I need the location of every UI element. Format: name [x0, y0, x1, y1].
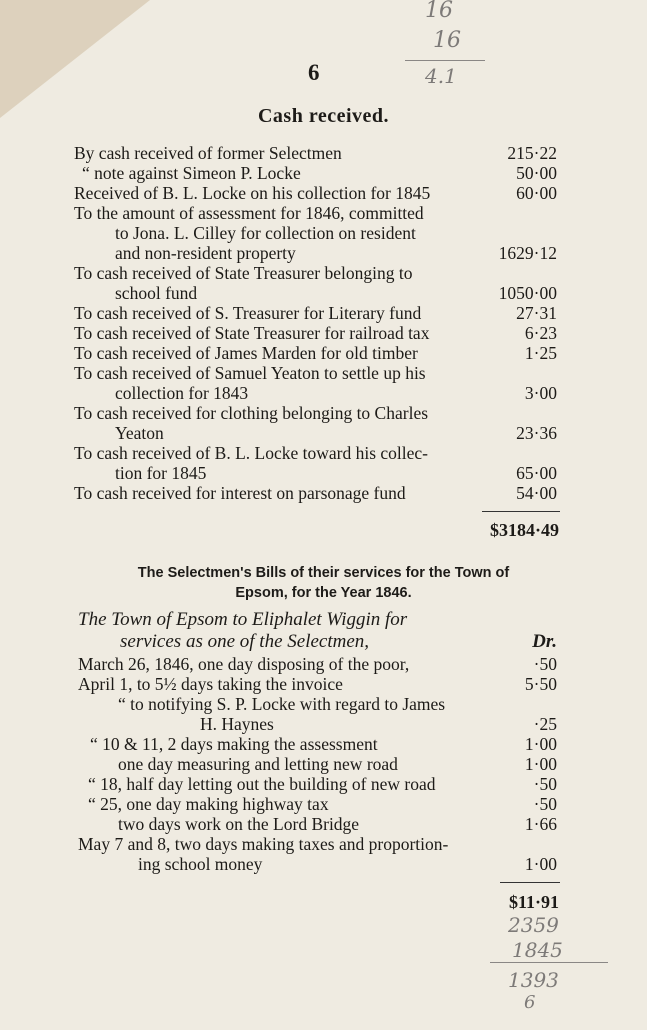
cash-line — [0, 163, 647, 183]
handwritten-rule — [405, 60, 485, 61]
bill-line-amount: 1·00 — [524, 734, 557, 754]
cash-line-amount: 27·31 — [516, 303, 557, 323]
bill-line — [0, 714, 647, 734]
cash-line-text: To cash received for clothing belonging to Charles — [74, 403, 429, 423]
cash-line-text: Yeaton — [115, 423, 164, 443]
bill-line-text: “ 18, half day letting out the building of new road — [88, 774, 436, 794]
bill-line — [0, 774, 647, 794]
bill-line-text: April 1, to 5½ days taking the invoice — [78, 674, 343, 694]
bill-line-text: “ to notifying S. P. Locke with regard to James — [118, 694, 446, 714]
cash-line — [0, 383, 647, 403]
cash-line-text: tion for 1845 — [115, 463, 207, 483]
cash-line-text: To cash received of State Treasurer belonging to — [74, 263, 413, 283]
handwritten-sum-1: 2359 — [508, 913, 559, 937]
cash-line — [0, 483, 647, 503]
cash-line-text: To cash received of State Treasurer for railroad tax — [74, 323, 430, 343]
bill-line-amount: ·50 — [533, 794, 557, 814]
handwritten-rule-2 — [490, 962, 608, 963]
cash-line-amount: 54·00 — [516, 483, 557, 503]
cash-line-amount: 1·25 — [524, 343, 557, 363]
cash-line-amount: 23·36 — [516, 423, 557, 443]
handwritten-note-3: 4.1 — [425, 64, 457, 88]
cash-line-amount: 215·22 — [507, 143, 557, 163]
bill-line — [0, 834, 647, 854]
cash-line-amount: 50·00 — [516, 163, 557, 183]
bill-line — [0, 814, 647, 834]
cash-line-text: To cash received of Samuel Yeaton to settle up his — [74, 363, 426, 383]
bill-line-amount: 1·00 — [524, 754, 557, 774]
bill-total-rule — [500, 882, 560, 883]
bill-line-amount: ·50 — [533, 654, 557, 674]
cash-line-text: To cash received of James Marden for old timber — [74, 343, 418, 363]
cash-line — [0, 183, 647, 203]
bill-line-text: two days work on the Lord Bridge — [118, 814, 360, 834]
handwritten-note-2: 16 — [433, 28, 461, 53]
bill-line-text: H. Haynes — [200, 714, 274, 734]
cash-line-amount: 65·00 — [516, 463, 557, 483]
cash-line-text: school fund — [115, 283, 198, 303]
account-dr: Dr. — [532, 631, 557, 652]
cash-line — [0, 143, 647, 163]
cash-line-amount: 1050·00 — [498, 283, 557, 303]
bill-line — [0, 794, 647, 814]
bill-line — [0, 734, 647, 754]
bill-line-text: March 26, 1846, one day disposing of the poor, — [78, 654, 410, 674]
handwritten-sum-2: 1845 — [512, 938, 563, 962]
bill-line-text: ing school money — [138, 854, 263, 874]
cash-line — [0, 283, 647, 303]
bill-line-amount: ·25 — [533, 714, 557, 734]
cash-line-text: Received of B. L. Locke on his collection for 1845 — [74, 183, 431, 203]
cash-line-amount: 3·00 — [524, 383, 557, 403]
bill-line — [0, 654, 647, 674]
bill-line — [0, 674, 647, 694]
bills-heading-line-2: Epsom, for the Year 1846. — [235, 585, 412, 601]
bill-line-amount: 1·66 — [524, 814, 557, 834]
cash-line-text: To cash received of S. Treasurer for Literary fund — [74, 303, 422, 323]
cash-line-amount: 6·23 — [524, 323, 557, 343]
bills-heading-line-1: The Selectmen's Bills of their services for the Town of — [137, 565, 510, 581]
cash-line — [0, 223, 647, 243]
handwritten-note-1: 16 — [425, 0, 453, 23]
cash-line — [0, 363, 647, 383]
bill-line-text: May 7 and 8, two days making taxes and proportion- — [78, 834, 449, 854]
bill-line-amount: 5·50 — [524, 674, 557, 694]
cash-line — [0, 203, 647, 223]
account-title-line-2 — [0, 632, 647, 652]
cash-line — [0, 303, 647, 323]
bill-line-amount: ·50 — [533, 774, 557, 794]
account-title-line-1 — [0, 610, 647, 630]
account-title-text: services as one of the Selectmen, — [120, 631, 370, 652]
bill-line-text: “ 10 & 11, 2 days making the assessment — [90, 734, 378, 754]
bill-total: $11·91 — [508, 892, 559, 912]
page-number: 6 — [308, 60, 320, 85]
cash-line-text: By cash received of former Selectmen — [74, 143, 342, 163]
cash-line — [0, 403, 647, 423]
cash-line — [0, 323, 647, 343]
handwritten-sum-4: 6 — [524, 992, 536, 1013]
cash-line — [0, 343, 647, 363]
folded-corner — [0, 0, 150, 118]
cash-line-amount: 60·00 — [516, 183, 557, 203]
bill-line-amount: 1·00 — [524, 854, 557, 874]
handwritten-sum-3: 1393 — [508, 968, 559, 992]
cash-line-amount: 1629·12 — [498, 243, 557, 263]
cash-line-text: To the amount of assessment for 1846, committed — [74, 203, 424, 223]
cash-line — [0, 423, 647, 443]
cash-total: $3184·49 — [489, 520, 559, 540]
cash-total-rule — [482, 511, 560, 512]
bill-line-text: “ 25, one day making highway tax — [88, 794, 329, 814]
bill-line — [0, 694, 647, 714]
cash-line-text: collection for 1843 — [115, 383, 249, 403]
cash-line-text: “ note against Simeon P. Locke — [82, 163, 301, 183]
section-title: Cash received. — [257, 105, 390, 127]
cash-line — [0, 263, 647, 283]
bill-line — [0, 754, 647, 774]
cash-line — [0, 463, 647, 483]
bill-line — [0, 854, 647, 874]
cash-line-text: To cash received for interest on parsonage fund — [74, 483, 406, 503]
bill-line-text: one day measuring and letting new road — [118, 754, 398, 774]
account-title-text: The Town of Epsom to Eliphalet Wiggin for — [78, 609, 408, 630]
cash-line-text: To cash received of B. L. Locke toward his collec- — [74, 443, 428, 463]
cash-line-text: and non-resident property — [115, 243, 296, 263]
cash-line — [0, 443, 647, 463]
cash-line-text: to Jona. L. Cilley for collection on resident — [115, 223, 416, 243]
cash-line — [0, 243, 647, 263]
